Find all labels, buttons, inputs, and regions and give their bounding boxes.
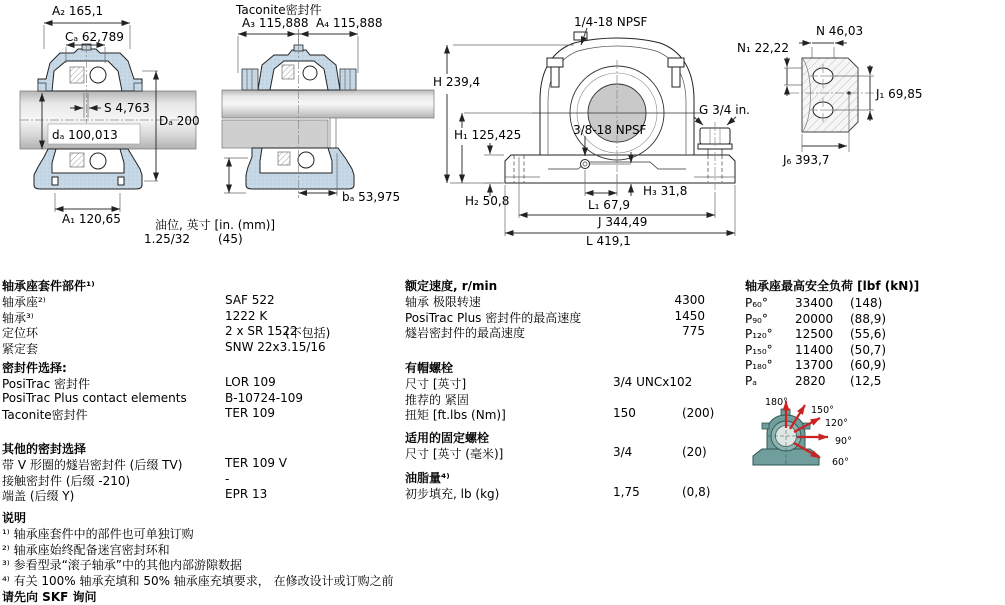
row-label: P₉₀° (745, 311, 768, 326)
row-label: PosiTrac 密封件 (2, 377, 91, 391)
dim-h1: H₁ 125,425 (454, 128, 522, 142)
dim-n: N 46,03 (816, 24, 864, 38)
row-label: 端盖 (后缀 Y) (2, 489, 75, 504)
dim-g: G 3/4 in. (699, 103, 750, 117)
cap-screw-left (547, 58, 563, 67)
row-value-metric: (0,8) (682, 485, 711, 499)
center-mark (847, 91, 851, 95)
speeds-title: 额定速度, r/min (405, 279, 498, 293)
row-label: PosiTrac Plus contact elements (2, 390, 187, 405)
load-angle-illustration (750, 392, 885, 487)
table-row (405, 309, 705, 325)
footnote-3: ³⁾ 参看型录“滚子轴承”中的其他内部游隙数据 (2, 558, 243, 573)
table-row (2, 340, 404, 356)
notes-section (2, 509, 407, 603)
row-label: P₆₀° (745, 296, 768, 310)
row-label: 轴承 极限转速 (405, 295, 481, 309)
dim-l: L 419,1 (586, 234, 631, 248)
dim-a2: A₂ 165,1 (52, 4, 104, 18)
row-value: 3/4 (613, 445, 633, 459)
dim-ca: Cₐ 62,789 (65, 30, 124, 44)
table-row (405, 324, 705, 340)
row-label: 初步填充, lb (kg) (405, 487, 500, 501)
loads-title: 轴承座最高安全负荷 [lbf (kN)] (745, 279, 920, 293)
grease-fitting (581, 160, 590, 169)
angle-label-120: 120° (825, 418, 848, 429)
row-value-metric: (20) (682, 445, 707, 459)
dim-j6: J₆ 393,7 (783, 153, 830, 167)
row-value: TER 109 V (225, 456, 287, 470)
dim-s: S 4,763 (104, 101, 150, 115)
row-value: 2820 (795, 373, 826, 388)
dim-h2: H₂ 50,8 (465, 194, 510, 208)
row-label: 尺寸 [英寸 (毫米)] (405, 447, 504, 461)
row-label: 推荐的 紧固 (405, 392, 469, 407)
row-label: 燧岩密封件的最高速度 (405, 326, 526, 341)
table-row (2, 324, 404, 340)
row-value: B-10724-109 (225, 390, 303, 405)
row-label: 尺寸 [英寸] (405, 377, 467, 391)
row-value: 33400 (795, 296, 834, 310)
footnote-1: ¹⁾ 轴承座套件中的部件也可单独订购 (2, 527, 194, 541)
notes-title: 说明 (2, 511, 27, 525)
taconite-view-drawing (222, 3, 437, 208)
dim-h3: H₃ 31,8 (643, 184, 688, 198)
other-seals-section (2, 440, 404, 503)
npsf-top-label: 1/4-18 NPSF (574, 15, 648, 29)
row-value: 775 (682, 324, 705, 339)
row-value: 150 (613, 406, 636, 421)
table-row (745, 312, 1003, 328)
dim-l1: L₁ 67,9 (588, 198, 631, 212)
dim-a3: A₃ 115,888 (242, 16, 309, 30)
row-value: TER 109 (225, 406, 275, 421)
bearing-ball (90, 67, 106, 83)
parts-title: 轴承座套件部件¹⁾ (2, 279, 95, 293)
base-plate (505, 155, 735, 183)
row-value: - (225, 471, 230, 486)
grease-title: 油脂量⁴⁾ (405, 471, 450, 485)
dim-j: J 344,49 (598, 215, 648, 229)
table-row (405, 445, 705, 461)
table-row (745, 296, 1003, 312)
dim-da-outer: Dₐ 200 (159, 114, 200, 128)
fixing-bolts-title: 适用的固定螺栓 (405, 431, 490, 445)
table-row (2, 456, 404, 472)
row-value: 12500 (795, 327, 834, 342)
table-row (405, 391, 705, 407)
shaft (222, 90, 434, 118)
angle-label-150: 150° (811, 405, 834, 416)
row-value: 1,75 (613, 485, 640, 499)
footnote-4: ⁴⁾ 有关 100% 轴承充填和 50% 轴承座充填要求， 在修改设计或订购之前 (2, 574, 394, 589)
speeds-section (405, 277, 705, 340)
angle-label-90: 90° (835, 436, 852, 447)
row-value-metric: (55,6) (850, 327, 887, 342)
table-row (745, 374, 1003, 390)
row-label: P₁₈₀° (745, 358, 773, 373)
base-top-view-drawing (730, 12, 1005, 174)
grease-section (405, 469, 711, 501)
cap-bolts-title: 有帽螺栓 (405, 361, 454, 375)
row-label: P₁₅₀° (745, 342, 773, 357)
row-value: 20000 (795, 311, 834, 326)
oil-level-mm: (45) (218, 231, 243, 246)
footnote-2: ²⁾ 轴承座始终配备迷宫密封环和 (2, 542, 170, 557)
table-row (405, 406, 715, 423)
row-value-metric: (148) (850, 296, 883, 310)
row-label: Pₐ (745, 373, 757, 388)
table-row (405, 485, 711, 501)
row-value: 13700 (795, 358, 834, 373)
dim-j1: J₁ 69,85 (876, 87, 923, 101)
dim-da-bore: dₐ 100,013 (52, 128, 118, 142)
row-value-metric: (200) (682, 406, 715, 421)
dim-a4: A₄ 115,888 (316, 16, 383, 30)
other-seals-title: 其他的密封选择 (2, 442, 87, 456)
row-label: 轴承³⁾ (2, 310, 34, 325)
dim-ba: bₐ 53,975 (342, 190, 401, 204)
row-label: P₁₂₀° (745, 327, 773, 342)
cap-bolts-section (405, 359, 715, 423)
fixing-bolts-section (405, 429, 705, 461)
row-label: PosiTrac Plus 密封件的最高速度 (405, 310, 582, 325)
front-view-drawing (428, 12, 763, 257)
cap-screw-right (668, 58, 684, 67)
oil-level-label: 油位, 英寸 [in. (mm)] (155, 218, 276, 232)
row-label: 定位环 (2, 326, 39, 341)
row-value: 4300 (674, 293, 705, 307)
row-value: 1450 (674, 308, 705, 323)
taconite-title: Taconite密封件 (236, 3, 322, 17)
table-row (405, 375, 705, 391)
seals-title: 密封件选择: (2, 361, 67, 375)
table-row (405, 293, 705, 309)
seals-section (2, 359, 404, 422)
notes-closing: 请先向 SKF 询问 (2, 589, 97, 604)
table-row (745, 358, 1003, 374)
row-label: 紧定套 (2, 341, 39, 356)
side-view-drawing (8, 3, 208, 228)
row-value-metric: (50,7) (850, 342, 887, 357)
table-row (2, 472, 404, 488)
row-value: EPR 13 (225, 487, 268, 502)
table-row (745, 327, 1003, 343)
npsf-side-label: 3/8-18 NPSF (573, 123, 647, 137)
row-value: 11400 (795, 342, 834, 357)
taconite-seal-right (340, 69, 356, 90)
angle-label-180: 180° (765, 397, 788, 408)
angle-label-60: 60° (832, 457, 849, 468)
row-value-metric: (60,9) (850, 358, 887, 373)
row-value: 3/4 UNCx102 (613, 375, 693, 389)
row-value: LOR 109 (225, 375, 276, 389)
row-label: 带 V 形圈的燧岩密封件 (后缀 TV) (2, 458, 183, 472)
row-label: 接触密封件 (后缀 -210) (2, 473, 131, 488)
row-value-metric: (12,5 (850, 373, 882, 388)
table-row (2, 309, 404, 325)
table-row (745, 343, 1003, 359)
table-row (2, 406, 404, 422)
table-row (2, 375, 404, 391)
oil-level-in: 1.25/32 (144, 231, 191, 246)
row-value: 2 x SR 1522 (225, 324, 298, 339)
loads-section (745, 277, 1003, 390)
taconite-seal-left (242, 69, 258, 90)
row-label: Taconite密封件 (2, 408, 88, 423)
row-label: 扭矩 [ft.lbs (Nm)] (405, 408, 506, 423)
oil-level-note (144, 216, 324, 247)
table-row (2, 293, 404, 309)
parts-section (2, 277, 404, 355)
row-value: SNW 22x3.15/16 (225, 339, 326, 354)
table-row (2, 487, 404, 503)
dim-a1: A₁ 120,65 (62, 212, 121, 226)
dim-h: H 239,4 (433, 75, 481, 89)
row-value: 1222 K (225, 308, 268, 323)
row-value-metric: (88,9) (850, 311, 887, 326)
table-row (2, 391, 404, 407)
row-value: SAF 522 (225, 293, 275, 307)
row-label: 轴承座²⁾ (2, 295, 46, 309)
row-note: (不包括) (285, 326, 331, 341)
dim-n1: N₁ 22,22 (737, 41, 789, 55)
